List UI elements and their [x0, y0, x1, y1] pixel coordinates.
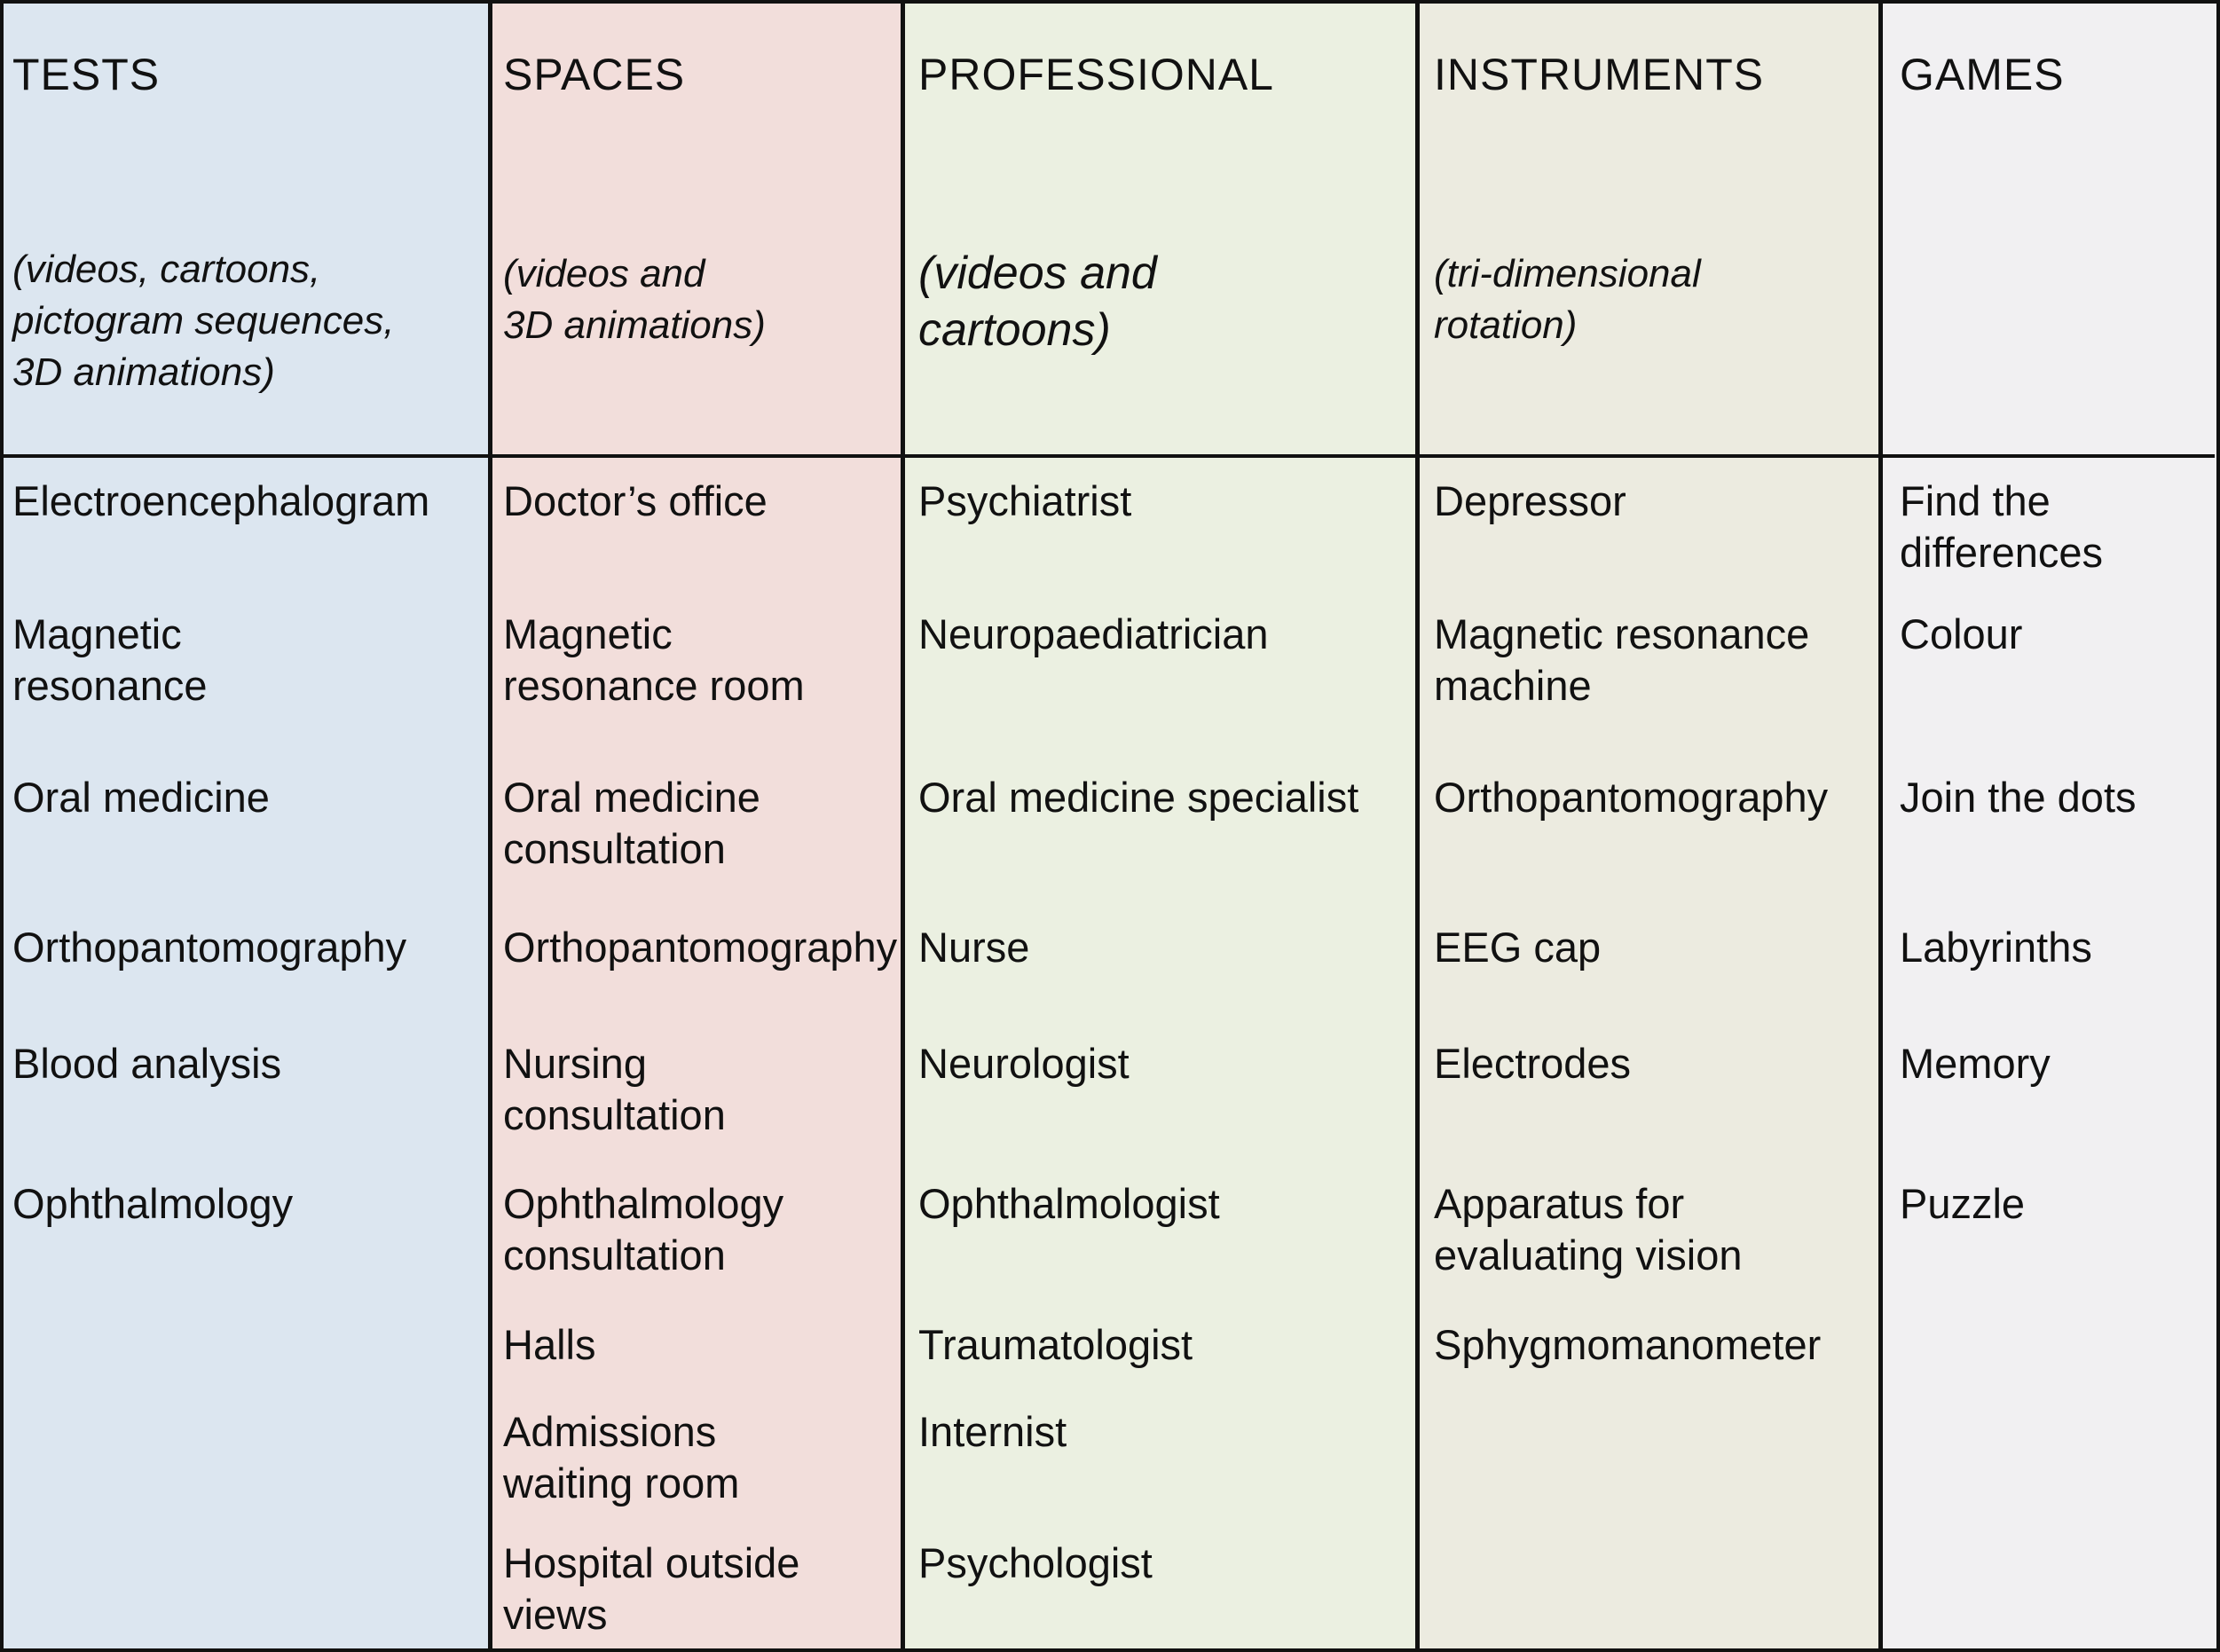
list-item: Oral medicine consultation — [503, 774, 760, 872]
column-subheader-instruments: (tri-dimensional rotation) — [1434, 252, 1701, 347]
column-header-professional: PROFESSIONAL — [918, 50, 1274, 99]
list-item: Psychologist — [918, 1539, 1153, 1586]
list-item: Orthopantomography — [503, 924, 898, 971]
column-divider — [0, 0, 4, 1652]
list-item: Psychiatrist — [918, 477, 1132, 524]
list-item: Memory — [1900, 1040, 2051, 1087]
column-divider — [2216, 0, 2220, 1652]
column-subheader-professional: (videos and cartoons) — [918, 248, 1157, 356]
table-top-border — [0, 0, 2220, 4]
list-item: Orthopantomography — [12, 924, 407, 971]
column-divider — [901, 0, 905, 1652]
header-divider — [0, 454, 2215, 458]
list-item: Labyrinths — [1900, 924, 2092, 971]
list-item: Depressor — [1434, 477, 1626, 524]
list-item: Admissions waiting room — [503, 1408, 740, 1506]
list-item: Sphygmomanometer — [1434, 1321, 1822, 1368]
list-item: Neurologist — [918, 1040, 1130, 1087]
list-item: Apparatus for evaluating vision — [1434, 1180, 1743, 1278]
list-item: Nurse — [918, 924, 1030, 971]
list-item: Find the differences — [1900, 477, 2104, 576]
list-item: Blood analysis — [12, 1040, 282, 1087]
column-subheader-spaces: (videos and 3D animations) — [503, 252, 766, 347]
list-item: Ophthalmologist — [918, 1180, 1220, 1227]
column-divider — [488, 0, 492, 1652]
list-item: Join the dots — [1900, 774, 2137, 821]
list-item: Magnetic resonance room — [503, 610, 805, 709]
list-item: Hospital outside views — [503, 1539, 800, 1638]
column-games — [1880, 0, 2220, 1652]
list-item: Puzzle — [1900, 1180, 2026, 1227]
list-item: Doctor’s office — [503, 477, 768, 524]
list-item: Oral medicine specialist — [918, 774, 1359, 821]
column-divider — [1415, 0, 1420, 1652]
column-subheader-tests: (videos, cartoons, pictogram sequences, 3D animations) — [12, 248, 395, 394]
list-item: Electrodes — [1434, 1040, 1632, 1087]
list-item: Magnetic resonance — [12, 610, 208, 709]
list-item: Colour — [1900, 610, 2023, 657]
list-item: Ophthalmology — [12, 1180, 294, 1227]
list-item: Internist — [918, 1408, 1067, 1455]
column-header-tests: TESTS — [12, 50, 161, 99]
list-item: Traumatologist — [918, 1321, 1193, 1368]
column-header-instruments: INSTRUMENTS — [1434, 50, 1765, 99]
list-item: Ophthalmology consultation — [503, 1180, 784, 1278]
list-item: Halls — [503, 1321, 596, 1368]
list-item: Electroencephalogram — [12, 477, 430, 524]
column-header-spaces: SPACES — [503, 50, 686, 99]
list-item: EEG cap — [1434, 924, 1602, 971]
column-header-games: GAMES — [1900, 50, 2065, 99]
list-item: Neuropaediatrician — [918, 610, 1269, 657]
list-item: Magnetic resonance machine — [1434, 610, 1810, 709]
list-item: Oral medicine — [12, 774, 270, 821]
table-bottom-border — [0, 1648, 2220, 1652]
list-item: Nursing consultation — [503, 1040, 726, 1138]
list-item: Orthopantomography — [1434, 774, 1829, 821]
column-divider — [1878, 0, 1883, 1652]
